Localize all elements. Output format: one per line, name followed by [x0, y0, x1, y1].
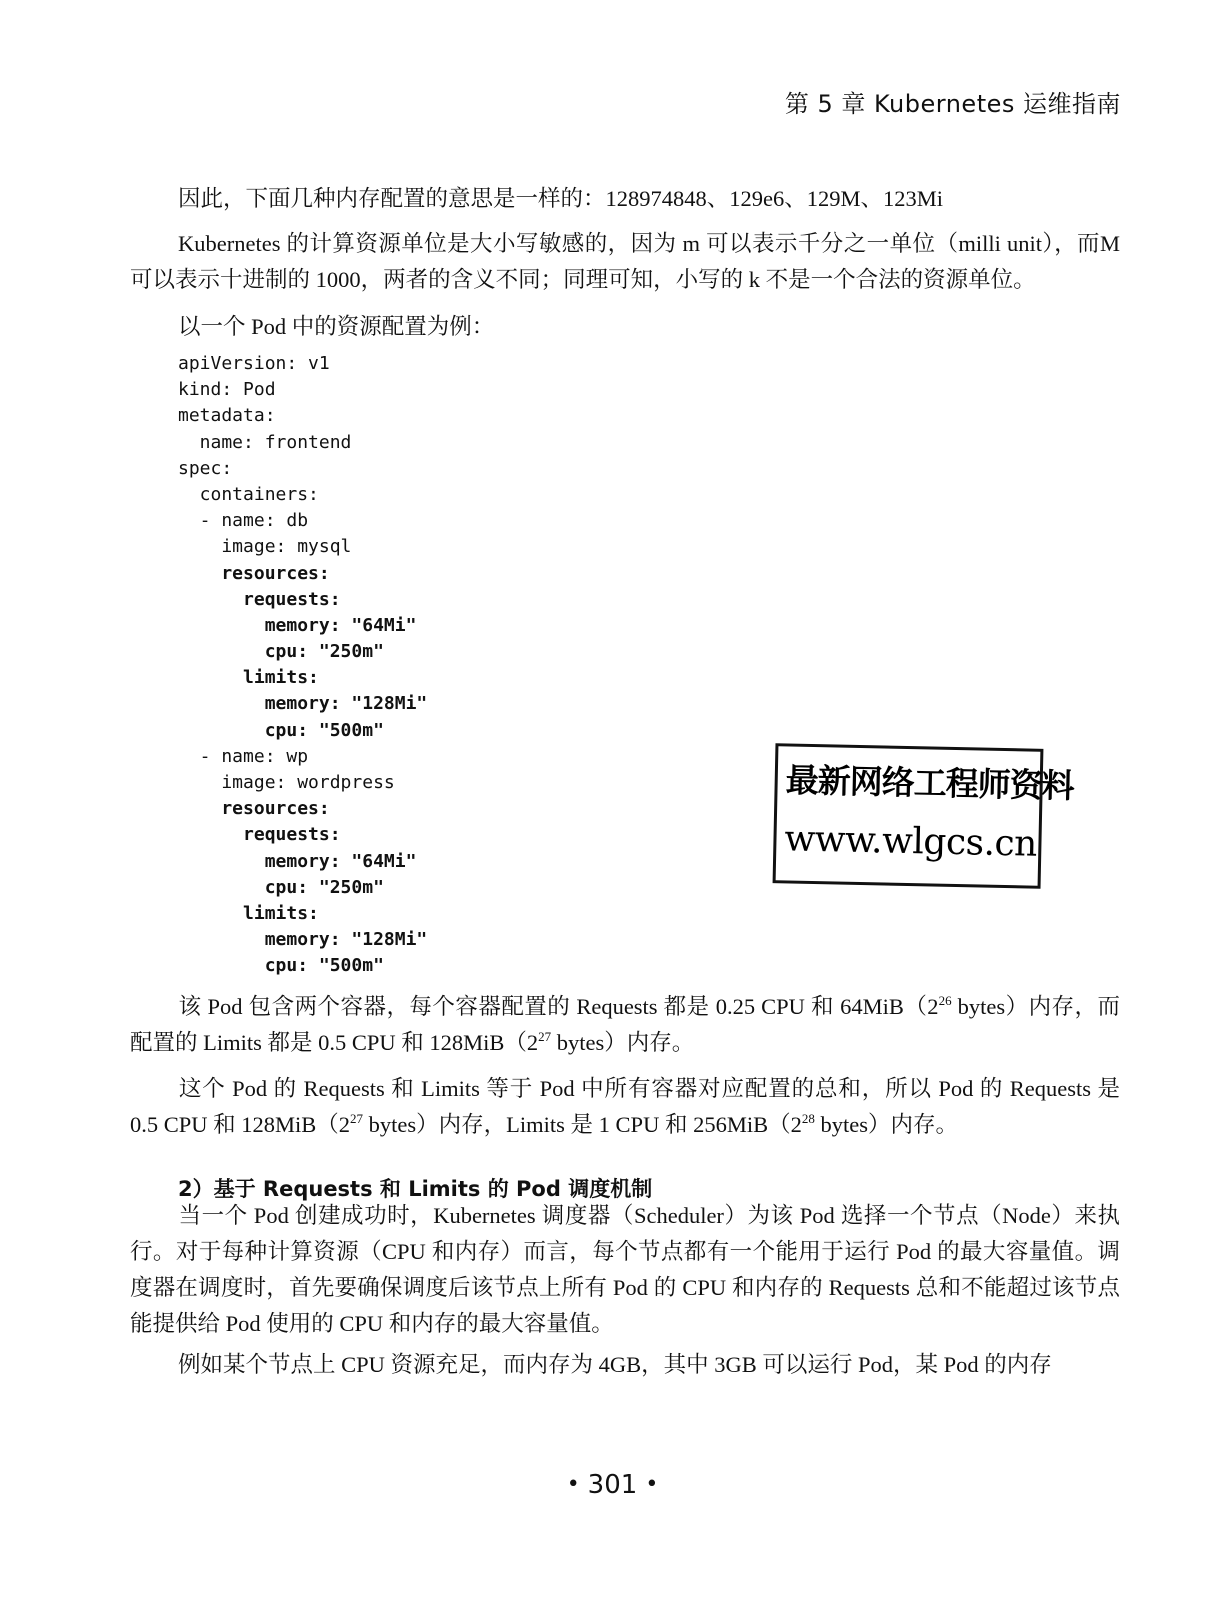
code-line: memory: "128Mi": [178, 693, 428, 715]
paragraph-text: bytes）内存，Limits 是 1 CPU 和 256MiB（2: [363, 1112, 802, 1137]
bullet-dot: •: [566, 1472, 580, 1497]
code-line: memory: "64Mi": [178, 850, 417, 872]
code-line: cpu: "500m": [178, 955, 384, 977]
paragraph-text: 因此，下面几种内存配置的意思是一样的：128974848、129e6、129M、123Mi: [178, 186, 944, 211]
paragraph: [130, 309, 1120, 345]
code-line: limits:: [178, 902, 319, 924]
section-title: 2）基于 Requests 和 Limits 的 Pod 调度机制: [178, 1177, 653, 1201]
running-header: 第 5 章 Kubernetes 运维指南: [784, 90, 1121, 118]
stamp-title: 最新网络工程师资料: [785, 760, 1075, 806]
code-line: name: frontend: [178, 431, 352, 453]
paragraph-text: 以一个 Pod 中的资源配置为例：: [178, 314, 495, 339]
paragraph-text: 当一个 Pod 创建成功时，Kubernetes 调度器（Scheduler）为该 Pod 选择一个节点（Node）来执行。对于每种计算资源（CPU 和内存）而言，每个节点都有一个能用于运行 Pod 的最大容量值。调度器在调度时，首先要确保调度后该节点上所有 Pod 的 CPU 和内存的 Requests 总和不能超过该节点能提供给 Pod 使用的 CPU 和内存的最大容量值。: [130, 1203, 1120, 1336]
watermark-stamp: [773, 743, 1075, 889]
code-line: kind: Pod: [178, 379, 276, 401]
code-line: limits:: [178, 667, 319, 689]
code-line: spec:: [178, 457, 233, 479]
paragraph-text: bytes）内存，而配置的 Limits 都是 0.5 CPU 和 128MiB（2: [130, 994, 1121, 1055]
code-line: apiVersion: v1: [178, 353, 330, 374]
paragraph-text: bytes）内存。: [814, 1112, 958, 1137]
bullet-dot: •: [645, 1472, 659, 1497]
paragraph: [130, 1347, 1120, 1383]
code-line: - name: wp: [178, 745, 309, 767]
code-line: resources:: [178, 798, 330, 820]
page-number-value: 301: [587, 1470, 638, 1500]
code-line: image: mysql: [178, 536, 352, 558]
paragraph-text: 这个 Pod 的 Requests 和 Limits 等于 Pod 中所有容器对应配置的总和，所以 Pod 的 Requests 是 0.5 CPU 和 128MiB（2: [130, 1076, 1120, 1137]
page-number: [0, 1470, 1225, 1500]
code-line: cpu: "500m": [178, 719, 384, 741]
code-line: memory: "64Mi": [178, 614, 417, 636]
paragraph-text: 该 Pod 包含两个容器，每个容器配置的 Requests 都是 0.25 CPU 和 64MiB（2: [178, 994, 939, 1019]
paragraph: [130, 181, 1120, 217]
paragraph: [130, 1071, 1120, 1143]
paragraph: [130, 1198, 1120, 1342]
superscript: 28: [801, 1111, 815, 1126]
paragraph: [130, 989, 1120, 1061]
code-line: resources:: [178, 562, 330, 584]
paragraph: [130, 226, 1120, 298]
code-line: image: wordpress: [178, 772, 395, 793]
code-line: - name: db: [178, 510, 309, 532]
superscript: 27: [350, 1111, 364, 1126]
code-line: cpu: "250m": [178, 876, 384, 898]
paragraph-text: 例如某个节点上 CPU 资源充足，而内存为 4GB，其中 3GB 可以运行 Pod，某 Pod 的内存: [178, 1352, 1052, 1377]
paragraph-text: bytes）内存。: [551, 1030, 695, 1055]
code-line: containers:: [178, 483, 319, 505]
superscript: 27: [538, 1029, 552, 1044]
code-block: [178, 351, 427, 980]
code-line: requests:: [178, 824, 341, 846]
code-line: metadata:: [178, 405, 276, 427]
superscript: 26: [938, 993, 952, 1008]
code-line: cpu: "250m": [178, 641, 384, 663]
stamp-url: www.wlgcs.cn: [784, 818, 1038, 865]
code-line: requests:: [178, 588, 341, 610]
paragraph-text: Kubernetes 的计算资源单位是大小写敏感的，因为 m 可以表示千分之一单位（milli unit），而M 可以表示十进制的 1000，两者的含义不同；同理可知，小写的 k 不是一个合法的资源单位。: [130, 231, 1120, 292]
code-line: memory: "128Mi": [178, 929, 428, 951]
